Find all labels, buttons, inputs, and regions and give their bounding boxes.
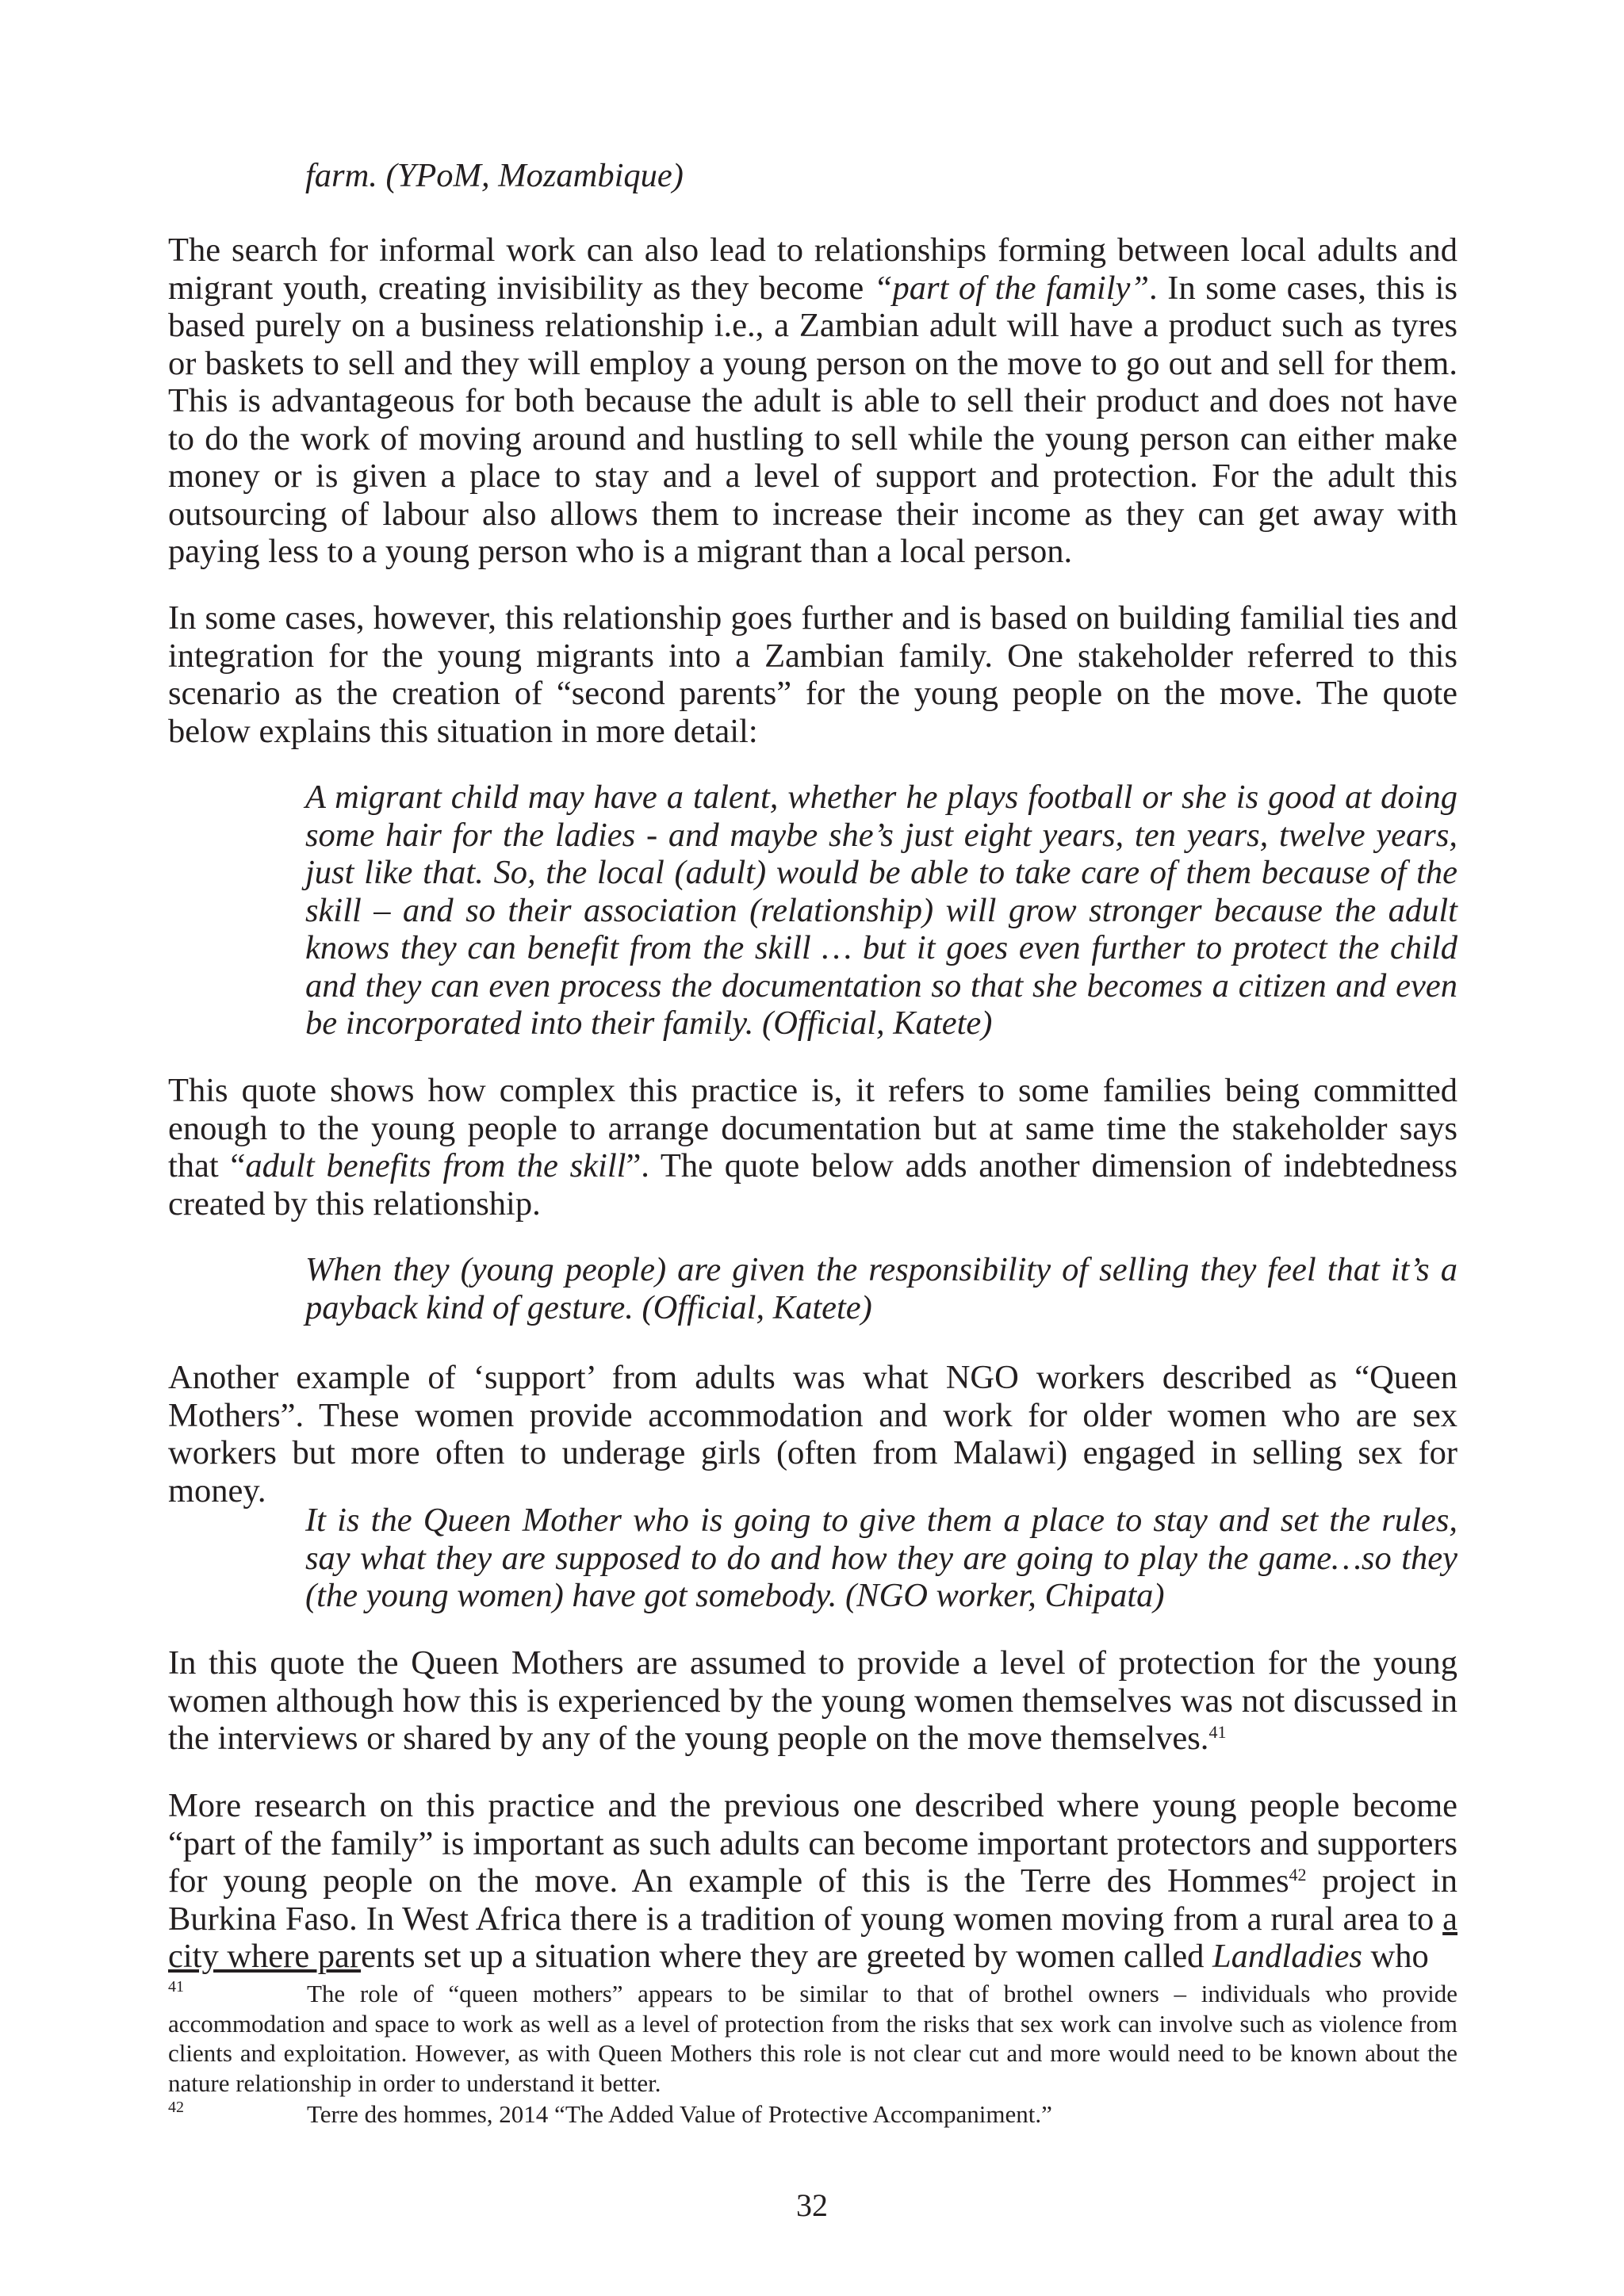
- paragraph-5: In this quote the Queen Mothers are assumed to provide a level of protection for the young women although how this is experienced by the young women themselves was not discussed in the interviews or shared by any of the young people on the move themselves.$^{41}$: [168, 1644, 1457, 1757]
- quote-1: A migrant child may have a talent, whether he plays football or she is good at doing some hair for the ladies - and maybe she’s just eight years, ten years, twelve years, just like that. So, the local (adult) would be able to take care of them because of the skill – and so their association (relationship) will grow stronger because the adult knows they can benefit from the skill … but it goes even further to protect the child and they can even process the documentation so that she becomes a citizen and even be incorporated into their family. (Official, Katete): [305, 779, 1457, 1042]
- footnote-42: $^{42}$ Terre des hommes, 2014 “The Added Value of Protective Accompaniment.”: [168, 2099, 1052, 2128]
- footnotes: [168, 1979, 1457, 2130]
- footnote-ref-42[interactable]: 42: [1289, 1865, 1307, 1885]
- paragraph-2: In some cases, however, this relationship goes further and is based on building familial ties and integration for the young migrants into a Zambian family. One stakeholder referred to this scenario as the creation of “second parents” for the young people on the move. The quote below explains this situation in more detail:: [168, 599, 1457, 750]
- paragraph-4: Another example of ‘support’ from adults was what NGO workers described as “Queen Mothers”. These women provide accommodation and work for older women who are sex workers but more often to underage girls (often from Malawi) engaged in selling sex for money.: [168, 1359, 1457, 1510]
- quote-3: It is the Queen Mother who is going to give them a place to stay and set the rules, say what they are supposed to do and how they are going to play the game…so they (the young women) have got somebody. (NGO worker, Chipata): [305, 1502, 1457, 1614]
- quote-fragment: [305, 157, 1457, 195]
- paragraph-6: More research on this practice and the previous one described where young people become “part of the family” is important as such adults can become important protectors and supporters for young people on the move. An example of this is the Terre des Hommes$^{42}$ project in Burkina Faso. In West Africa there is a tradition of young women moving from a rural area to a city where parents set up a situation where they are greeted by women called Landladies who: [168, 1787, 1457, 1975]
- footnote-41: $^{41}$ The role of “queen mothers” appears to be similar to that of brothel owners – individuals who provide accommodation and space to work as well as a level of protection from the risks that sex work can involve such as violence from clients and exploitation. However, as with Queen Mothers this role is not clear cut and more would need to be known about the nature relationship in order to understand it better.: [168, 1978, 1457, 2097]
- paragraph-1: The search for informal work can also lead to relationships forming between local adults and migrant youth, creating invisibility as they become “part of the family”. In some cases, this is based purely on a business relationship i.e., a Zambian adult will have a product such as tyres or baskets to sell and they will employ a young person on the move to go out and sell for them. This is advantageous for both because the adult is able to sell their product and does not have to do the work of moving around and hustling to sell while the young person can either make money or is given a place to stay and a level of support and protection. For the adult this outsourcing of labour also allows them to increase their income as they can get away with paying less to a young person who is a migrant than a local person.: [168, 232, 1457, 570]
- paragraph-3: This quote shows how complex this practice is, it refers to some families being committed enough to the young people to arrange documentation but at same time the stakeholder says that “adult benefits from the skill”. The quote below adds another dimension of indebtedness created by this relationship.: [168, 1072, 1457, 1223]
- page-number: 32: [796, 2187, 828, 2223]
- quote-fragment-text: farm. (YPoM, Mozambique): [305, 157, 684, 194]
- quote-2: When they (young people) are given the responsibility of selling they feel that it’s a payback kind of gesture. (Official, Katete): [305, 1251, 1457, 1326]
- footnote-ref-41[interactable]: 41: [1208, 1722, 1227, 1742]
